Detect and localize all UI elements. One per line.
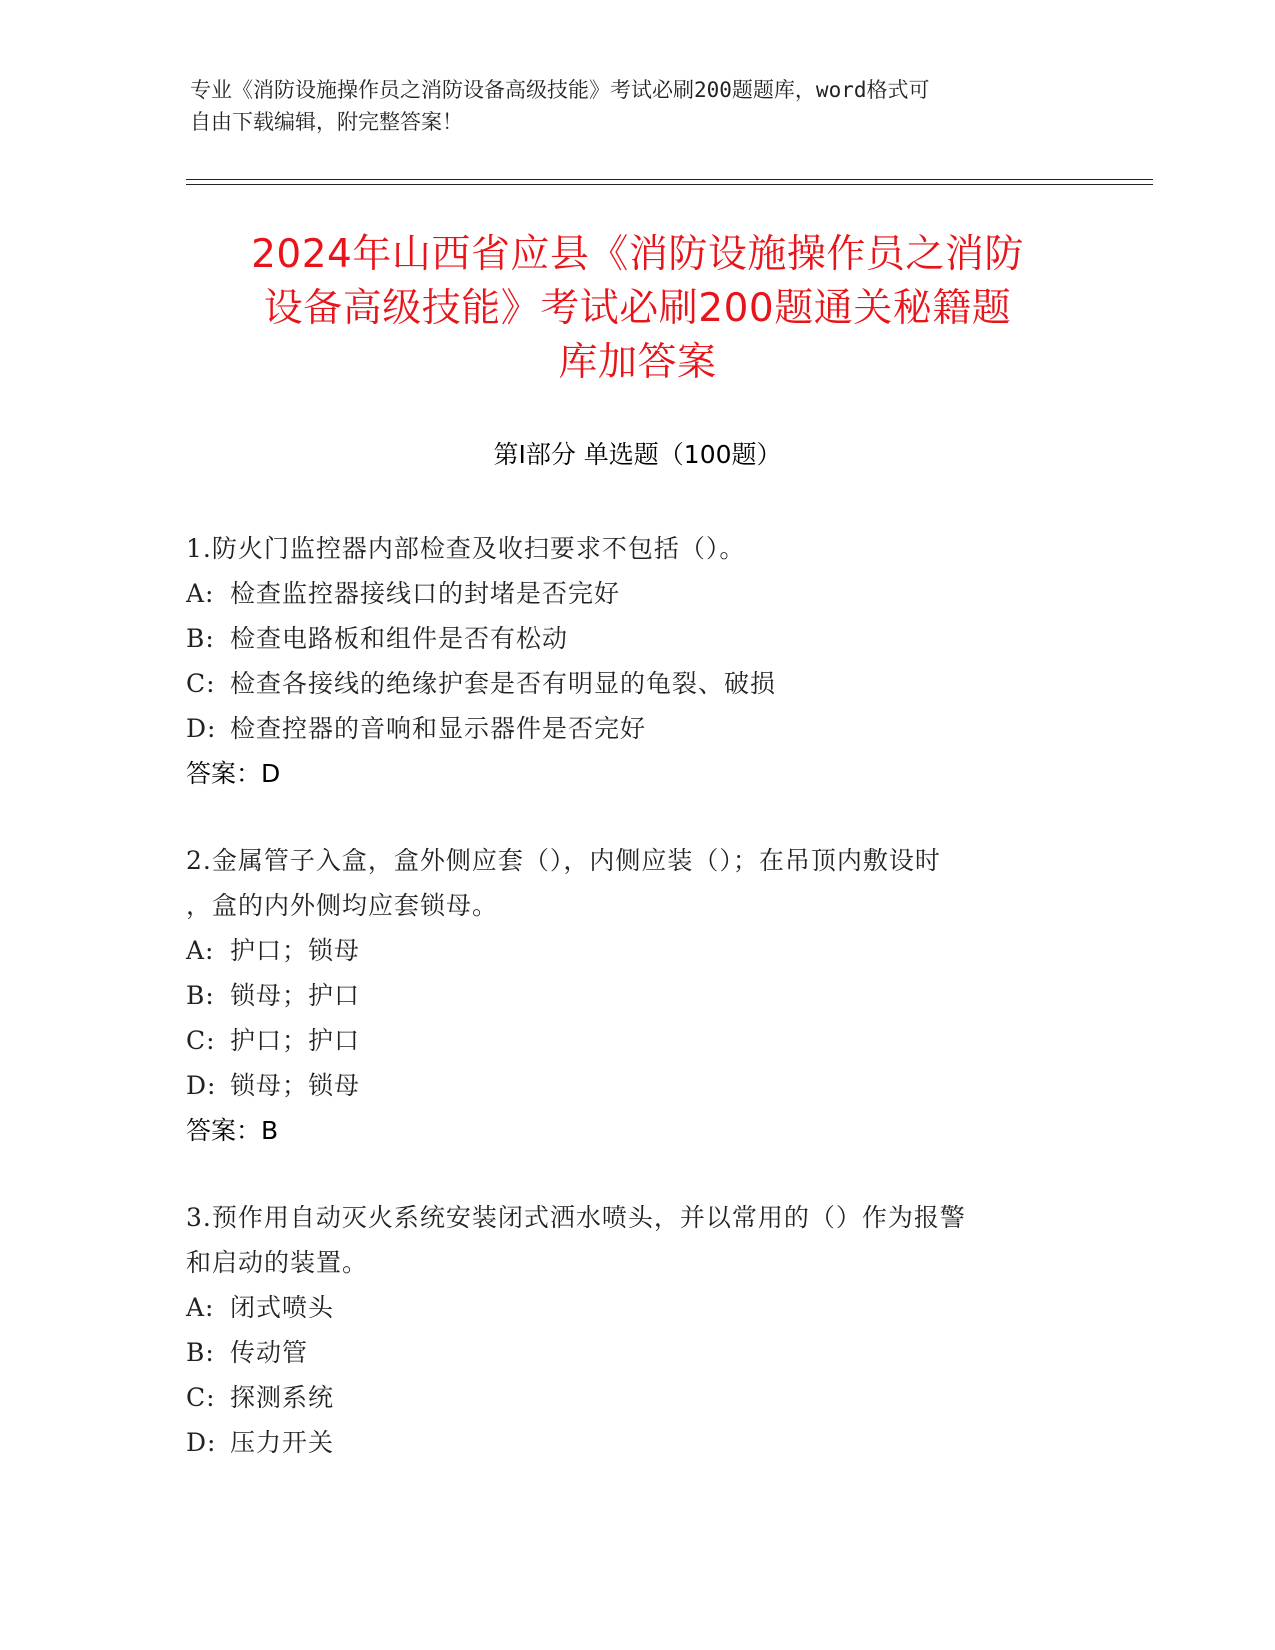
option-d [186,1063,1066,1108]
option-b [186,616,1066,661]
option-b [186,1330,1066,1375]
option-text: 锁母；锁母 [230,1071,361,1100]
question-stem: 3.预作用自动灭火系统安装闭式洒水喷头，并以常用的（）作为报警 [186,1203,966,1232]
option-key: A: [186,579,215,608]
option-text: 锁母；护口 [230,981,361,1010]
option-b [186,973,1066,1018]
question-stem: 1.防火门监控器内部检查及收扫要求不包括（）。 [186,534,746,563]
option-text: 传动管 [230,1338,309,1367]
title-line-3: 库加答案 [558,340,717,385]
option-c [186,1375,1066,1420]
option-text: 检查监控器接线口的封堵是否完好 [230,579,621,608]
option-a [186,1285,1066,1330]
option-text: 护口；锁母 [230,936,361,965]
header-divider-top [186,179,1153,180]
question-list [186,526,1066,1507]
header-divider-bottom [186,184,1153,185]
option-key: D: [186,1071,217,1100]
option-key: A: [186,1293,215,1322]
option-text: 闭式喷头 [230,1293,335,1322]
option-key: B: [186,1338,215,1367]
option-key: C: [186,1026,216,1055]
answer-line: 答案：D [186,759,281,788]
option-a [186,571,1066,616]
option-d [186,1420,1066,1465]
option-key: D: [186,1428,217,1457]
question-stem-continued: 和启动的装置。 [186,1248,369,1277]
header-note-line-1: 专业《消防设施操作员之消防设备高级技能》考试必刷200题题库，word格式可 [190,78,930,102]
question-1 [186,526,1066,796]
option-text: 压力开关 [230,1428,335,1457]
document-header-note [190,74,1070,138]
question-3 [186,1195,1066,1465]
option-text: 探测系统 [230,1383,335,1412]
option-text: 检查电路板和组件是否有松动 [230,624,569,653]
option-key: B: [186,624,215,653]
option-key: C: [186,669,216,698]
answer-line: 答案：B [186,1116,279,1145]
question-stem: 2.金属管子入盒，盒外侧应套（），内侧应装（）；在吊顶内敷设时 [186,846,941,875]
option-c [186,1018,1066,1063]
title-line-2: 设备高级技能》考试必刷200题通关秘籍题 [263,286,1012,331]
option-key: B: [186,981,215,1010]
option-key: D: [186,714,217,743]
option-text: 检查各接线的绝缘护套是否有明显的龟裂、破损 [230,669,777,698]
option-c [186,661,1066,706]
title-line-1: 2024年山西省应县《消防设施操作员之消防 [251,232,1024,277]
option-text: 检查控器的音响和显示器件是否完好 [230,714,647,743]
option-text: 护口；护口 [230,1026,361,1055]
document-title [150,228,1125,390]
option-key: A: [186,936,215,965]
option-key: C: [186,1383,216,1412]
section-heading: 第I部分 单选题（100题） [493,440,782,469]
question-stem-continued: ，盒的内外侧均应套锁母。 [186,891,499,920]
option-d [186,706,1066,751]
option-a [186,928,1066,973]
question-2 [186,838,1066,1153]
header-note-line-2: 自由下载编辑，附完整答案！ [190,110,463,134]
